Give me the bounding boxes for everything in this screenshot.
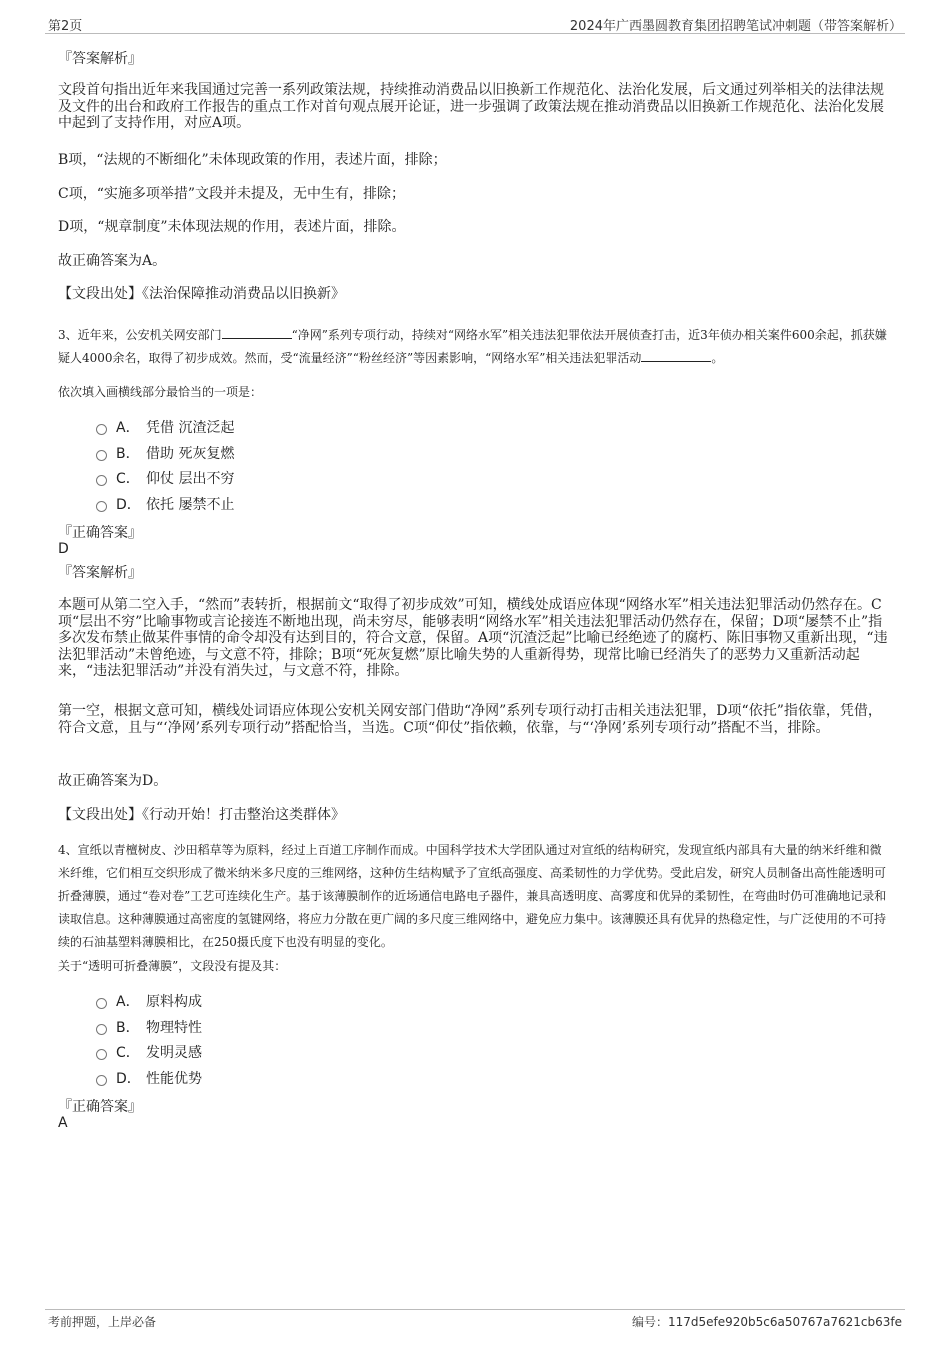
- q3-stem: [58, 324, 893, 370]
- q3-option-b[interactable]: B． 借助 死灰复燃: [96, 443, 234, 463]
- q3-blank-1: [222, 326, 292, 339]
- q3-option-c[interactable]: C． 仰仗 层出不穷: [96, 468, 234, 488]
- radio-icon[interactable]: [96, 1024, 107, 1035]
- radio-icon[interactable]: [96, 424, 107, 435]
- q2-analysis-paragraph: 文段首句指出近年来我国通过完善一系列政策法规，持续推动消费品以旧换新工作规范化、法治化发展，后文通过列举相关的法律法规及文件的出台和政府工作报告的重点工作对首句观点展开论证，进一步强调了政策法规在推动消费品以旧换新工作规范化、法治化发展中起到了支持作用，对应A项。: [58, 82, 884, 131]
- q4-correct-label: 『正确答案』: [58, 1099, 142, 1115]
- q3-stem-part3: 。: [711, 351, 724, 365]
- q3-option-d[interactable]: D． 依托 屡禁不止: [96, 494, 234, 514]
- page-number: 第2页: [48, 19, 83, 34]
- q2-analysis-option-b: B项，“法规的不断细化”未体现政策的作用，表述片面，排除；: [58, 152, 447, 168]
- q2-analysis-label: 『答案解析』: [58, 51, 142, 67]
- q3-source: 【文段出处】《行动开始！打击整治这类群体》: [58, 807, 345, 823]
- q3-option-a[interactable]: A． 凭借 沉渣泛起: [96, 417, 234, 437]
- q3-conclusion: 故正确答案为D。: [58, 773, 168, 789]
- q4-option-d[interactable]: D． 性能优势: [96, 1068, 202, 1088]
- q2-conclusion: 故正确答案为A。: [58, 253, 167, 269]
- radio-icon[interactable]: [96, 501, 107, 512]
- q3-correct-answer: D: [58, 541, 69, 557]
- radio-icon[interactable]: [96, 450, 107, 461]
- q3-analysis-label: 『答案解析』: [58, 565, 142, 581]
- q3-blank-2: [641, 349, 711, 362]
- document-title: 2024年广西墨圆教育集团招聘笔试冲刺题（带答案解析）: [569, 19, 902, 34]
- radio-icon[interactable]: [96, 1075, 107, 1086]
- q4-option-a[interactable]: A． 原料构成: [96, 991, 202, 1011]
- radio-icon[interactable]: [96, 475, 107, 486]
- header-divider: [45, 33, 905, 34]
- q2-source: 【文段出处】《法治保障推动消费品以旧换新》: [58, 286, 345, 302]
- q4-option-b[interactable]: B． 物理特性: [96, 1017, 202, 1037]
- q4-stem: 4、宣纸以青檀树皮、沙田稻草等为原料，经过上百道工序制作而成。中国科学技术大学团队通过对宣纸的结构研究，发现宣纸内部具有大量的纳米纤维和微米纤维，它们相互交织形成了微米纳米多尺度的三维网络，这种仿生结构赋予了宣纸高强度、高柔韧性的力学优势。受此启发，研究人员制备出高性能透明可折叠薄膜，通过“卷对卷”工艺可连续化生产。基于该薄膜制作的近场通信电路电子器件，兼具高透明度、高雾度和优异的柔韧性，在弯曲时仍可准确地记录和读取信息。这种薄膜通过高密度的氢键网络，将应力分散在更广阔的多尺度三维网络中，避免应力集中。该薄膜还具有优异的热稳定性，与广泛使用的不可持续的石油基塑料薄膜相比，在250摄氏度下也没有明显的变化。: [58, 843, 887, 949]
- footer-divider: [45, 1309, 905, 1310]
- q3-prompt: 依次填入画横线部分最恰当的一项是：: [58, 385, 263, 399]
- q4-prompt: 关于“透明可折叠薄膜”，文段没有提及其：: [58, 959, 287, 973]
- q3-analysis-paragraph-1: 本题可从第二空入手，“然而”表转折，根据前文“取得了初步成效”可知，横线处成语应体现“网络水军”相关违法犯罪活动仍然存在。C项“层出不穷”比喻事物或言论接连不断地出现，尚未穷尽，能够表明“网络水军”相关违法犯罪活动仍然存在，保留；D项“屡禁不止”指多次发布禁止做某件事情的命令却没有达到目的，符合文意，保留。A项“沉渣泛起”比喻已经绝迹了的腐朽、陈旧事物又重新出现，“违法犯罪活动”未曾绝迹，与文意不符，排除；B项“死灰复燃”原比喻失势的人重新得势，现常比喻已经消失了的恶势力又重新活动起来，“违法犯罪活动”并没有消失过，与文意不符，排除。: [58, 597, 888, 679]
- q4-correct-answer: A: [58, 1115, 68, 1131]
- footer-slogan: 考前押题，上岸必备: [48, 1315, 157, 1329]
- radio-icon[interactable]: [96, 1049, 107, 1060]
- q2-analysis-option-c: C项，“实施多项举措”文段并未提及，无中生有，排除；: [58, 186, 406, 202]
- q3-stem-part2: “净网”系列专项行动，持续对“网络水军”相关违法犯罪依法开展侦查打击，近3年侦办相关案件600余起，抓获嫌疑人4000余名，取得了初步成效。然而，受“流量经济”“粉丝经济”等因素影响，“网络水军”相关违法犯罪活动: [58, 328, 887, 365]
- q3-correct-label: 『正确答案』: [58, 525, 142, 541]
- document-id: 编号：117d5efe920b5c6a50767a7621cb63fe: [631, 1315, 902, 1329]
- q4-option-c[interactable]: C． 发明灵感: [96, 1042, 202, 1062]
- q2-analysis-option-d: D项，“规章制度”未体现法规的作用，表述片面，排除。: [58, 219, 406, 235]
- radio-icon[interactable]: [96, 998, 107, 1009]
- q3-stem-part1: 3、近年来，公安机关网安部门: [58, 328, 222, 342]
- q3-analysis-paragraph-2: 第一空，根据文意可知，横线处词语应体现公安机关网安部门借助“净网”系列专项行动打击相关违法犯罪，D项“依托”指依靠，凭借，符合文意，且与“‘净网’系列专项行动”搭配恰当，当选。C项“仰仗”指依赖，依靠，与“‘净网’系列专项行动”搭配不当，排除。: [58, 703, 882, 736]
